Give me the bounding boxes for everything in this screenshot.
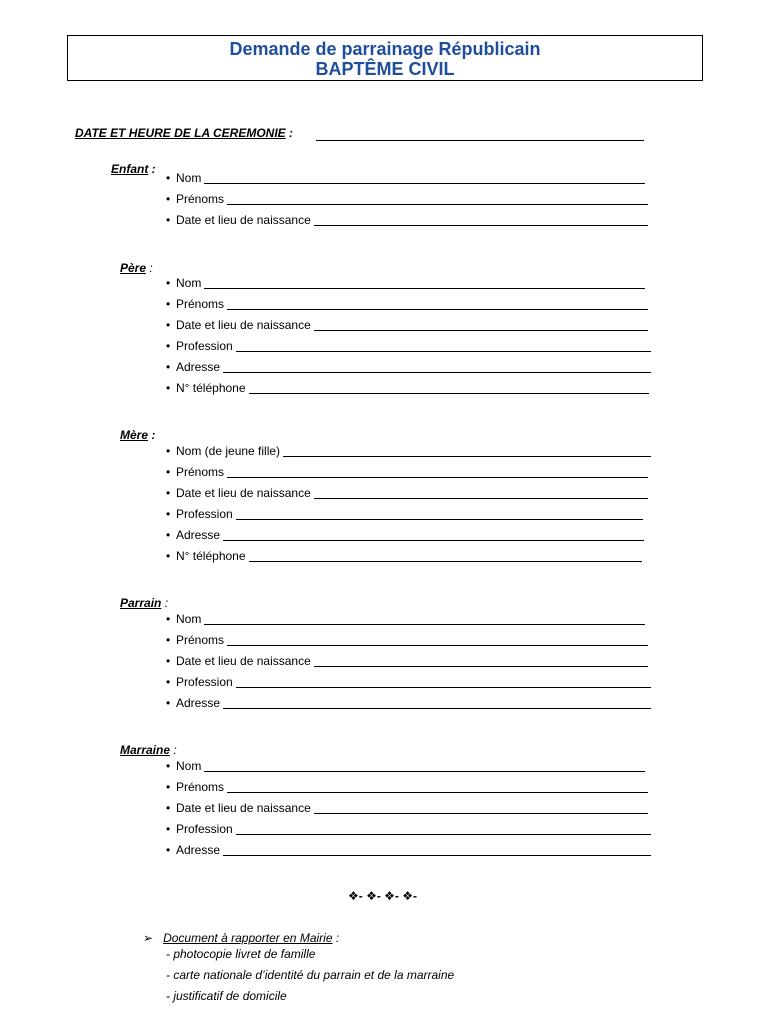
bullet-icon: • (166, 675, 171, 689)
section-suffix: : (148, 162, 156, 176)
section-label: Parrain (120, 596, 162, 610)
field-enfant-nom (166, 170, 201, 186)
ceremony-suffix: : (285, 126, 294, 140)
field-label: N° téléphone (176, 381, 246, 395)
section-suffix: : (161, 596, 169, 610)
field-label: Nom (de jeune fille) (176, 444, 281, 458)
field-parrain-date-et-lieu-de-naissance (166, 653, 311, 669)
fill-line-parrain-prenoms[interactable] (227, 645, 648, 646)
document-item: - carte nationale d’identité du parrain et de la marraine (166, 968, 455, 982)
field-pere-n-telephone (166, 380, 246, 396)
documents-heading-suffix: : (332, 931, 340, 945)
field-marraine-adresse (166, 842, 220, 858)
fill-line-pere-adresse[interactable] (223, 372, 651, 373)
field-label: Date et lieu de naissance (176, 213, 311, 227)
field-label: Profession (176, 339, 233, 353)
section-heading-mere (120, 428, 155, 442)
fill-line-pere-prenoms[interactable] (227, 309, 648, 310)
title-line1: Demande de parrainage Républicain (229, 39, 541, 59)
section-suffix: : (170, 743, 177, 757)
field-label: Adresse (176, 528, 221, 542)
field-label: Date et lieu de naissance (176, 654, 311, 668)
bullet-icon: • (166, 171, 171, 185)
title-box (67, 35, 703, 81)
section-heading-parrain (120, 596, 168, 610)
field-label: Profession (176, 675, 233, 689)
field-parrain-profession (166, 674, 233, 690)
bullet-icon: • (166, 612, 171, 626)
field-pere-profession (166, 338, 233, 354)
fill-line-mere-nom-de-jeune-fille[interactable] (283, 456, 651, 457)
field-label: Date et lieu de naissance (176, 801, 311, 815)
bullet-icon: • (166, 213, 171, 227)
field-label: Prénoms (176, 192, 225, 206)
section-heading-marraine (120, 743, 177, 757)
bullet-icon: • (166, 360, 171, 374)
field-label: Profession (176, 822, 233, 836)
bullet-icon: • (166, 297, 171, 311)
field-marraine-profession (166, 821, 233, 837)
field-label: N° téléphone (176, 549, 246, 563)
bullet-icon: • (166, 465, 171, 479)
field-mere-adresse (166, 527, 220, 543)
fill-line-mere-date-et-lieu-de-naissance[interactable] (314, 498, 648, 499)
field-label: Nom (176, 612, 202, 626)
bullet-icon: • (166, 444, 171, 458)
bullet-icon: • (166, 696, 171, 710)
title-line2: BAPTÊME CIVIL (315, 59, 455, 79)
bullet-icon: • (166, 822, 171, 836)
bullet-icon: • (166, 633, 171, 647)
field-label: Profession (176, 507, 233, 521)
documents-heading-label: Document à rapporter en Mairie (163, 931, 333, 945)
bullet-icon: • (166, 486, 171, 500)
bullet-icon: • (166, 843, 171, 857)
field-label: Nom (176, 171, 202, 185)
field-parrain-prenoms (166, 632, 224, 648)
bullet-icon: • (166, 759, 171, 773)
fill-line-parrain-nom[interactable] (204, 624, 645, 625)
field-label: Prénoms (176, 297, 225, 311)
fill-line-parrain-profession[interactable] (236, 687, 651, 688)
field-enfant-prenoms (166, 191, 224, 207)
fill-line-enfant-date-et-lieu-de-naissance[interactable] (314, 225, 648, 226)
field-label: Prénoms (176, 780, 225, 794)
field-pere-nom (166, 275, 201, 291)
section-suffix: : (148, 428, 156, 442)
field-enfant-date-et-lieu-de-naissance (166, 212, 311, 228)
bullet-icon: • (166, 381, 171, 395)
field-marraine-nom (166, 758, 201, 774)
bullet-icon: • (166, 276, 171, 290)
section-label: Marraine (120, 743, 171, 757)
document-item: - justificatif de domicile (166, 989, 287, 1003)
field-parrain-adresse (166, 695, 220, 711)
field-marraine-date-et-lieu-de-naissance (166, 800, 311, 816)
fill-line-marraine-date-et-lieu-de-naissance[interactable] (314, 813, 648, 814)
field-label: Date et lieu de naissance (176, 486, 311, 500)
fill-line-marraine-prenoms[interactable] (227, 792, 648, 793)
field-label: Adresse (176, 843, 221, 857)
fill-line-pere-date-et-lieu-de-naissance[interactable] (314, 330, 648, 331)
section-suffix: : (146, 261, 153, 275)
bullet-icon: • (166, 318, 171, 332)
bullet-icon: • (166, 654, 171, 668)
field-mere-nom-de-jeune-fille (166, 443, 280, 459)
field-label: Adresse (176, 360, 221, 374)
field-mere-profession (166, 506, 233, 522)
fill-line-mere-n-telephone[interactable] (249, 561, 642, 562)
section-label: Mère (120, 428, 149, 442)
fill-line-marraine-adresse[interactable] (223, 855, 651, 856)
field-mere-prenoms (166, 464, 224, 480)
fill-line-pere-profession[interactable] (236, 351, 651, 352)
document-item: - photocopie livret de famille (166, 947, 316, 961)
bullet-icon: • (166, 549, 171, 563)
arrow-bullet-icon: ➢ (143, 931, 154, 945)
field-label: Date et lieu de naissance (176, 318, 311, 332)
field-marraine-prenoms (166, 779, 224, 795)
fill-line-parrain-adresse[interactable] (223, 708, 651, 709)
fill-line-enfant-nom[interactable] (204, 183, 645, 184)
section-label: Enfant (111, 162, 149, 176)
ornament-divider: ❖- ❖- ❖- ❖- (348, 889, 418, 903)
field-label: Prénoms (176, 633, 225, 647)
bullet-icon: • (166, 528, 171, 542)
bullet-icon: • (166, 507, 171, 521)
field-label: Prénoms (176, 465, 225, 479)
fill-line-mere-profession[interactable] (236, 519, 643, 520)
fill-line-marraine-profession[interactable] (236, 834, 651, 835)
bullet-icon: • (166, 339, 171, 353)
field-pere-date-et-lieu-de-naissance (166, 317, 311, 333)
ceremony-date-field (75, 126, 293, 140)
bullet-icon: • (166, 801, 171, 815)
fill-line-parrain-date-et-lieu-de-naissance[interactable] (314, 666, 648, 667)
field-parrain-nom (166, 611, 201, 627)
field-pere-adresse (166, 359, 220, 375)
field-pere-prenoms (166, 296, 224, 312)
fill-line-mere-adresse[interactable] (223, 540, 644, 541)
field-mere-date-et-lieu-de-naissance (166, 485, 311, 501)
ceremony-label: DATE ET HEURE DE LA CEREMONIE (75, 126, 286, 140)
fill-line-enfant-prenoms[interactable] (227, 204, 648, 205)
bullet-icon: • (166, 192, 171, 206)
field-label: Nom (176, 759, 202, 773)
documents-heading (143, 931, 339, 945)
bullet-icon: • (166, 780, 171, 794)
field-mere-n-telephone (166, 548, 246, 564)
fill-line-mere-prenoms[interactable] (227, 477, 648, 478)
section-heading-pere (120, 261, 153, 275)
field-label: Nom (176, 276, 202, 290)
fill-line-pere-n-telephone[interactable] (249, 393, 649, 394)
section-heading-enfant (111, 162, 156, 176)
ceremony-fill-line[interactable] (316, 140, 644, 141)
field-label: Adresse (176, 696, 221, 710)
fill-line-marraine-nom[interactable] (204, 771, 645, 772)
section-label: Père (120, 261, 147, 275)
fill-line-pere-nom[interactable] (204, 288, 645, 289)
